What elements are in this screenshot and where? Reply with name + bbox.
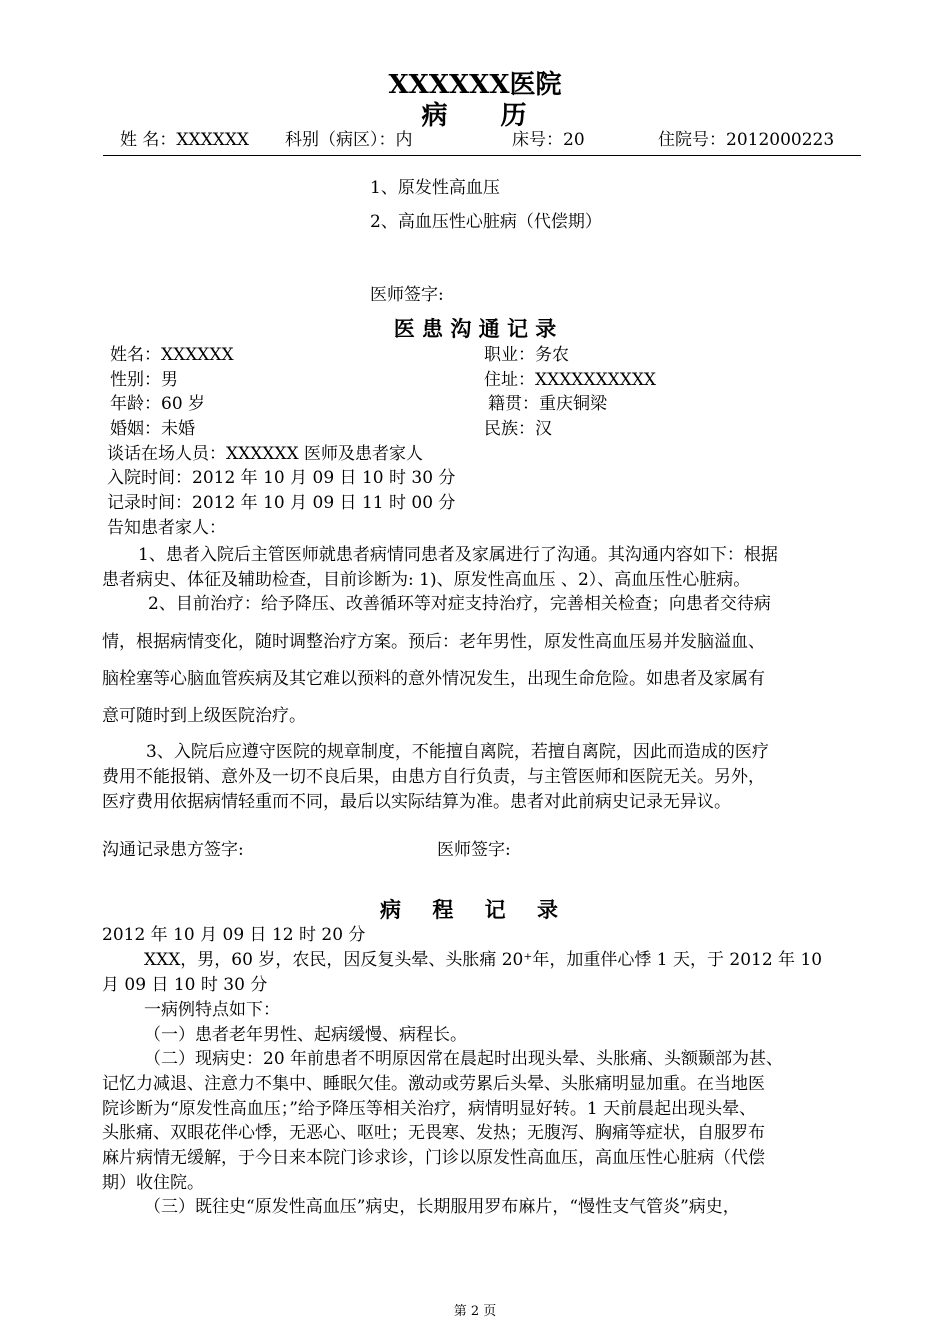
comm-paragraph-2: 情，根据病情变化，随时调整治疗方案。预后：老年男性，原发性高血压易并发脑溢血、 xyxy=(102,632,765,652)
bed-number: 床号：20 xyxy=(512,130,585,150)
progress-feature-1: （一）患者老年男性、起病缓慢、病程长。 xyxy=(144,1025,467,1045)
patient-signature-label: 沟通记录患方签字: xyxy=(102,840,244,860)
comm-paragraph-3: 费用不能报销、意外及一切不良后果，由患方自行负责，与主管医师和医院无关。另外， xyxy=(102,767,765,787)
diagnosis-item: 2、高血压性心脏病（代偿期） xyxy=(370,212,602,232)
comm-age: 年龄：60 岁 xyxy=(110,394,206,414)
doctor-signature-label: 医师签字: xyxy=(370,285,444,305)
comm-admit-time: 入院时间：2012 年 10 月 09 日 10 时 30 分 xyxy=(107,468,456,488)
progress-intro: 月 09 日 10 时 30 分 xyxy=(102,975,268,995)
record-type-title: 病 历 xyxy=(421,101,549,131)
comm-address: 住址：XXXXXXXXXX xyxy=(484,370,657,390)
progress-datetime: 2012 年 10 月 09 日 12 时 20 分 xyxy=(102,925,366,945)
comm-paragraph-3: 3、入院后应遵守医院的规章制度，不能擅自离院，若擅自离院，因此而造成的医疗 xyxy=(146,742,769,762)
comm-paragraph-2: 脑栓塞等心脑血管疾病及其它难以预料的意外情况发生，出现生命危险。如患者及家属有 xyxy=(102,669,765,689)
comm-gender: 性别：男 xyxy=(110,370,178,390)
comm-paragraph-1: 1、患者入院后主管医师就患者病情同患者及家属进行了沟通。其沟通内容如下：根据 xyxy=(138,545,778,565)
comm-paragraph-2: 意可随时到上级医院治疗。 xyxy=(102,706,306,726)
progress-feature-2: 期）收住院。 xyxy=(102,1173,204,1193)
patient-name: 姓 名：XXXXXX xyxy=(120,130,250,150)
hospital-name: XXXXXX医院 xyxy=(388,70,562,100)
department: 科别（病区）：内 xyxy=(285,130,413,150)
comm-native-place: 籍贯：重庆铜梁 xyxy=(488,394,607,414)
progress-feature-2: 记忆力减退、注意力不集中、睡眠欠佳。激动或劳累后头晕、头胀痛明显加重。在当地医 xyxy=(102,1074,765,1094)
progress-features-heading: 一病例特点如下： xyxy=(144,1000,280,1020)
progress-title: 病 程 记 录 xyxy=(380,897,570,922)
doctor-signature-label: 医师签字: xyxy=(437,840,511,860)
comm-paragraph-2: 2、目前治疗：给予降压、改善循环等对症支持治疗，完善相关检查；向患者交待病 xyxy=(148,594,771,614)
diagnosis-item: 1、原发性高血压 xyxy=(370,178,500,198)
comm-marriage: 婚姻：未婚 xyxy=(110,419,195,439)
progress-feature-2: 麻片病情无缓解，于今日来本院门诊求诊，门诊以原发性高血压，高血压性心脏病（代偿 xyxy=(102,1148,765,1168)
comm-paragraph-1: 患者病史、体征及辅助检查，目前诊断为: 1)、原发性高血压 、2）、高血压性心脏病。 xyxy=(102,570,751,590)
header-divider xyxy=(103,155,861,156)
comm-present: 谈话在场人员：XXXXXX 医师及患者家人 xyxy=(107,444,424,464)
page-number: 第 2 页 xyxy=(453,1304,497,1319)
comm-ethnicity: 民族：汉 xyxy=(484,419,552,439)
comm-notify: 告知患者家人： xyxy=(107,518,226,538)
comm-name: 姓名：XXXXXX xyxy=(110,345,234,365)
admission-number: 住院号：2012000223 xyxy=(658,130,835,150)
progress-feature-2: （二）现病史：20 年前患者不明原因常在晨起时出现头晕、头胀痛、头额颞部为甚、 xyxy=(144,1049,784,1069)
progress-intro: XXX，男，60 岁，农民，因反复头晕、头胀痛 20⁺年，加重伴心悸 1 天，于 2012 年 10 xyxy=(144,950,823,970)
communication-title: 医 患 沟 通 记 录 xyxy=(393,316,557,341)
comm-paragraph-3: 医疗费用依据病情轻重而不同，最后以实际结算为准。患者对此前病史记录无异议。 xyxy=(102,792,731,812)
comm-occupation: 职业：务农 xyxy=(484,345,569,365)
progress-feature-2: 院诊断为“原发性高血压；”给予降压等相关治疗，病情明显好转。1 天前晨起出现头晕、 xyxy=(102,1099,757,1119)
progress-feature-2: 头胀痛、双眼花伴心悸，无恶心、呕吐；无畏寒、发热；无腹泻、胸痛等症状，自服罗布 xyxy=(102,1123,765,1143)
comm-record-time: 记录时间：2012 年 10 月 09 日 11 时 00 分 xyxy=(107,493,456,513)
progress-feature-3: （三）既往史“原发性高血压”病史，长期服用罗布麻片，“慢性支气管炎”病史， xyxy=(144,1197,740,1217)
